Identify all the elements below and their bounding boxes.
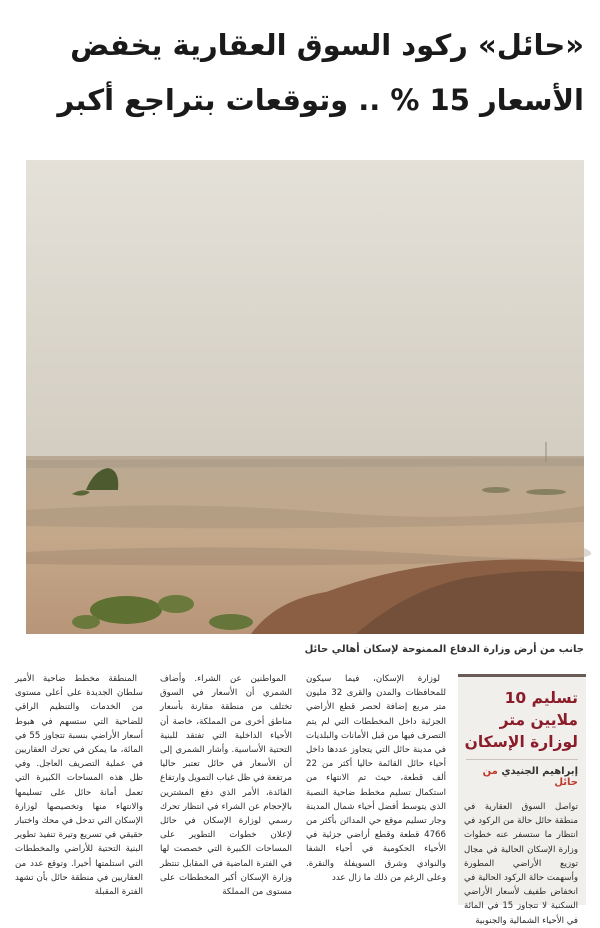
article-headline [14, 18, 584, 128]
article-column-2 [160, 672, 292, 902]
sidebar-box [458, 674, 586, 926]
article-photo [26, 160, 584, 634]
column-1-text: لوزارة الإسكان، فيما سيكون للمحافظات والمدن والقرى 32 مليون متر مربع إضافة لحصر قطع الأراضي الجزئية داخل المخططات التي لم يتم التصرف فيها من قبل الأمانات والبلديات في مدينة حائل التي يتجاوز عددها داخل أحياء حائل القائمة حاليا أكثر من 22 ألف قطعة، حيث تم الانتهاء من استكمال تسليم مخطط ضاحية النصبة الذي يتوسط أفضل أحياء شمال المدينة وجار تسليم موقع حي المدائن بأكثر من 4766 قطعة وقطع أراضي جزئية في الأحياء الحكومية في أحياء الشفا والنوادي وشرق السويفلة والنقرة. وعلى الرغم من ذلك ما زال عدد [306, 674, 446, 883]
article-column-1 [306, 672, 446, 902]
sidebar-body-text: تواصل السوق العقارية في منطقة حائل حالة من الركود في انتظار ما ستسفر عنه خطوات وزارة الإسكان الحالية في مجال توزيع الأراضي المطورة وأسهمت حالة الركود الحالية في انخفاض طفيف لأسعار الأراضي السكنية لا تتجاوز 15 في المائة في الأحياء الشمالية والجنوبية [464, 802, 579, 926]
column-3-text: المنطقة مخطط ضاحية الأمير سلطان الجديدة على أعلى مستوى من الخدمات والتنظيم الراقي للضاحية التي ستسهم في هبوط أسعار الأراضي بنسبة تتجاوز 55 في المائة، ما يمكن في تحرك العقاريين في عملية التصريف العاجل. وفي ظل هذه المساحات الكبيرة التي تعمل أمانة حائل على تسليمها والانتهاء منها وتخصيصها لوزارة الإسكان التي تدخل في محك واختبار حقيقي في تسريع وتيرة تنفيذ تطوير البنية التحتية للأراضي والمخططات التي استلمتها أخيرا. وتوقع عدد من العقاريين في منطقة حائل بأن تشهد الفترة المقبلة [15, 674, 143, 898]
headline-line-2: الأسعار 15 % .. وتوقعات بتراجع أكبر [57, 83, 584, 117]
headline-line-1: «حائل» ركود السوق العقارية يخفض [70, 28, 584, 62]
sidebar-title: تسليم 10 ملايين متر لوزارة الإسكان [464, 689, 578, 751]
author-name: إبراهيم الجنيدي [501, 766, 578, 777]
desert-landscape-image [26, 160, 584, 634]
column-2-text: المواطنين عن الشراء. وأضاف الشمري أن الأسعار في السوق تختلف من منطقة مقارنة بأسعار مناطق أخرى من المملكة، خاصة أن الأحياء الداخلية التي تفتقد للبنية التحتية الأساسية. وأشار الشمري إلى أن الأسعار في حائل تعتبر حاليا مرتفعة في ظل غياب التمويل وارتفاع الفائدة، الأمر الذي دفع المشترين بالإحجام عن الشراء في انتظار تحرك رسمي لوزارة الإسكان في حائل لإعلان خطوات التطوير على المساحات الكبيرة التي خصصت لها في الفترة الماضية في المقابل تنتظر وزارة الإسكان أكبر المخططات على مستوى من المملكة [160, 674, 292, 898]
photo-caption: جانب من أرض وزارة الدفاع الممنوحة لإسكان أهالي حائل [304, 644, 584, 655]
author-location: من حائل [482, 766, 578, 788]
author-byline [466, 759, 578, 788]
article-column-3 [15, 672, 143, 902]
